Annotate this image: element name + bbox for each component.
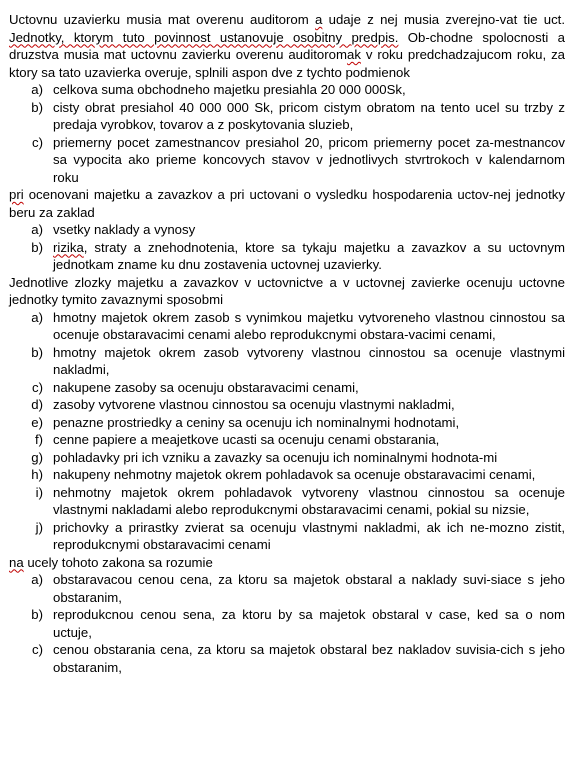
intro-underlined-2: Jednotky, ktorym tuto povinnost ustanovuje osobitny predpis. xyxy=(9,29,399,45)
list-item xyxy=(9,449,565,467)
intro-text-4: v roku predchadzajucom roku, za ktory sa tato uzavierka overuje, splnili aspon dve z tychto podmienok xyxy=(9,47,566,80)
list-item xyxy=(9,571,565,606)
list-item xyxy=(9,134,565,187)
basis-list xyxy=(9,221,565,274)
list-item xyxy=(9,414,565,432)
list-item-text: vsetky naklady a vynosy xyxy=(53,222,196,237)
list-item xyxy=(9,431,565,449)
list-item xyxy=(9,81,565,99)
list-item-text: prichovky a prirastky zvierat sa ocenuju vlastnymi nakladmi, ak ich ne-mozno zistit, reprodukcnymi obstaravacimi cenami xyxy=(53,519,565,552)
definitions-list xyxy=(9,571,565,676)
conditions-list xyxy=(9,81,565,186)
list-item-text: reprodukcnou cenou sena, za ktoru by sa majetok obstaral v case, ked sa o nom uctuje, xyxy=(53,607,565,640)
list-item xyxy=(9,309,565,344)
list-item-text: cenne papiere a meajetkove ucasti sa ocenuju cenami obstarania, xyxy=(53,432,440,447)
list-item xyxy=(9,99,565,134)
list-item-text xyxy=(53,239,565,274)
list-marker: c) xyxy=(32,642,43,657)
list-item xyxy=(9,466,565,484)
list-marker: b) xyxy=(31,344,43,360)
list-marker: b) xyxy=(31,607,43,622)
intro-paragraph xyxy=(9,11,565,81)
list-item xyxy=(9,239,565,274)
list-item xyxy=(9,606,565,641)
list-marker: c) xyxy=(32,379,43,395)
list-item xyxy=(9,379,565,397)
intro-text-1: Uctovnu uzavierku musia mat overenu auditorom xyxy=(9,12,309,27)
list-marker: b) xyxy=(31,239,43,255)
list-item-text: celkova suma obchodneho majetku presiahla 20 000 000Sk, xyxy=(53,82,406,97)
list-item-text: nakupene zasoby sa ocenuju obstaravacimi cenami, xyxy=(53,379,359,395)
list-item-text: pohladavky pri ich vzniku a zavazky sa ocenuju ich nominalnymi hodnota-mi xyxy=(53,449,498,465)
document-body xyxy=(9,11,565,676)
list-item-rest: , straty a znehodnotenia, ktore sa tykaju majetku a zavazkov a su uctovnym jednotkam zname ku dnu zostavenia uctovnej uzavierky. xyxy=(53,239,565,272)
methods-list xyxy=(9,309,565,554)
intro-text-3: Ob-chodne spolocnosti a druzstva musia mat uctovnu zavierku overenu auditorom xyxy=(9,29,566,62)
valuation-text: ocenovani majetku a zavazkov a pri uctovani o vysledku hospodarenia uctov-nej jednotky beru za zaklad xyxy=(9,187,565,220)
list-marker: j) xyxy=(35,519,43,535)
list-item-text: nehmotny majetok okrem pohladavok vytvoreny vlastnou cinnostou sa ocenuje vlastnymi nakladami alebo reprodukcnymi obstaravacimi cenami, pokial su nizsie, xyxy=(53,484,565,517)
list-marker: d) xyxy=(31,397,43,412)
list-item xyxy=(9,641,565,676)
definitions-text: ucely tohoto zakona sa rozumie xyxy=(27,554,213,570)
list-marker: a) xyxy=(31,309,43,325)
intro-text-2: udaje z nej musia zverejno-vat tie uct. xyxy=(328,12,565,27)
list-marker: b) xyxy=(31,99,43,115)
intro-underlined-1: a xyxy=(315,12,323,27)
components-paragraph: Jednotlive zlozky majetku a zavazkov v uctovnictve a v uctovnej zavierke ocenuju uctovne jednotky tymito zavaznymi sposobmi xyxy=(9,274,565,307)
list-item-text: hmotny majetok okrem zasob vytvoreny vlastnou cinnostou sa ocenuje vlastnymi nakladmi, xyxy=(53,344,565,377)
list-marker: g) xyxy=(31,449,43,465)
list-item-underlined: rizika xyxy=(53,239,84,255)
list-item-text: cisty obrat presiahol 40 000 000 Sk, pricom cistym obratom na tento ucel su trzby z predaja vyrobkov, tovarov a z poskytovania sluzieb, xyxy=(53,99,565,132)
list-marker: a) xyxy=(31,82,43,97)
list-item-text: zasoby vytvorene vlastnou cinnostou sa ocenuju vlastnymi nakladmi, xyxy=(53,397,455,412)
definitions-underlined: na xyxy=(9,554,24,570)
list-item xyxy=(9,344,565,379)
valuation-underlined: pri xyxy=(9,187,24,202)
list-item-text: priemerny pocet zamestnancov presiahol 20, pricom priemerny pocet za-mestnancov sa vypocita ako prieme koncovych stavov v jednotlivych stvrtrokoch v kalendarnom roku xyxy=(53,134,565,185)
list-item-text: obstaravacou cenou cena, za ktoru sa majetok obstaral a naklady suvi-siace s jeho obstaranim, xyxy=(53,572,565,605)
list-marker: a) xyxy=(31,572,43,587)
list-item-text: hmotny majetok okrem zasob s vynimkou majetku vytvoreneho vlastnou cinnostou sa ocenuje obstaravacimi cenami alebo reprodukcnymi obstara-vacimi cenami, xyxy=(53,309,565,342)
list-item-text: penazne prostriedky a ceniny sa ocenuju ich nominalnymi hodnotami, xyxy=(53,414,460,430)
definitions-paragraph xyxy=(9,554,565,572)
list-marker: h) xyxy=(31,467,43,482)
list-marker: a) xyxy=(31,222,43,237)
list-item xyxy=(9,396,565,414)
list-marker: c) xyxy=(32,134,43,150)
list-marker: f) xyxy=(34,432,43,447)
list-item xyxy=(9,484,565,519)
list-item-text: nakupeny nehmotny majetok okrem pohladavok sa ocenuje obstaravacimi cenami, xyxy=(53,467,536,482)
list-marker: e) xyxy=(31,414,43,430)
list-item xyxy=(9,519,565,554)
intro-underlined-3: ak xyxy=(346,47,361,62)
valuation-paragraph xyxy=(9,186,565,221)
list-item-text: cenou obstarania cena, za ktoru sa majetok obstaral bez nakladov suvisia-cich s jeho obstaranim, xyxy=(53,642,565,675)
list-marker: i) xyxy=(35,484,43,500)
list-item xyxy=(9,221,565,239)
